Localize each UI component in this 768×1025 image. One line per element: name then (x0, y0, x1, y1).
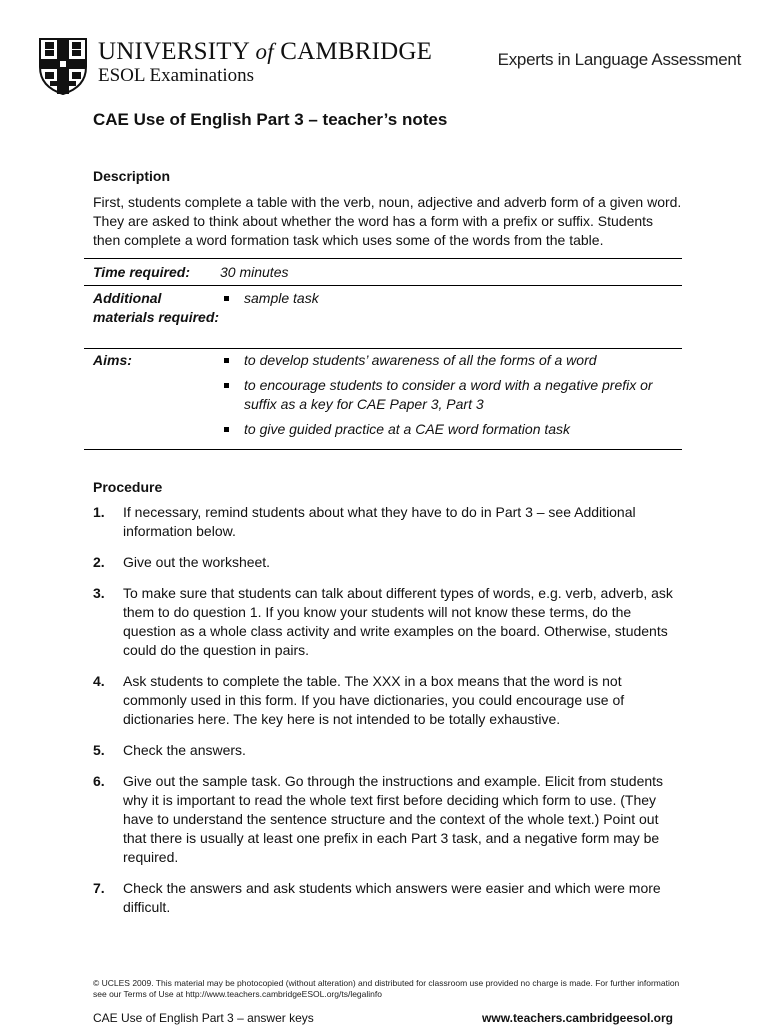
list-item: sample task (220, 289, 682, 308)
page-header (0, 0, 768, 100)
step-text: Check the answers. (123, 742, 246, 758)
procedure-heading: Procedure (93, 479, 163, 495)
aims-list (220, 351, 682, 439)
description-text: First, students complete a table with the verb, noun, adjective and adverb form of a given word. They are asked to think about whether the word has a form with a prefix or suffix. Students then complete a word formation task which uses some of the words from the table. (93, 194, 682, 248)
info-table (84, 258, 682, 450)
step-number: 6. (93, 773, 105, 789)
cambridge-crest-icon (38, 37, 88, 95)
step-number: 3. (93, 585, 105, 601)
materials-list (220, 289, 682, 308)
procedure-steps (93, 503, 683, 929)
list-item: to give guided practice at a CAE word formation task (220, 420, 682, 439)
step-number: 7. (93, 880, 105, 896)
list-item (93, 879, 683, 917)
list-item (93, 503, 683, 541)
list-item (93, 772, 683, 867)
step-number: 1. (93, 504, 105, 520)
time-label: Time required: (93, 264, 190, 280)
list-item (93, 741, 683, 760)
page-title: CAE Use of English Part 3 – teacher’s notes (93, 110, 448, 129)
time-value: 30 minutes (220, 264, 289, 280)
list-item: to develop students’ awareness of all the forms of a word (220, 351, 682, 370)
step-number: 4. (93, 673, 105, 689)
aims-label: Aims: (93, 352, 132, 368)
aims-row (84, 349, 682, 450)
step-text: If necessary, remind students about what they have to do in Part 3 – see Additional information below. (123, 504, 636, 539)
footer-doc-title: CAE Use of English Part 3 – answer keys (93, 1011, 314, 1025)
step-number: 5. (93, 742, 105, 758)
step-text: Give out the worksheet. (123, 554, 271, 570)
university-name: UNIVERSITY of CAMBRIDGE (98, 38, 433, 65)
list-item (93, 672, 683, 729)
step-text: Give out the sample task. Go through the instructions and example. Elicit from students why it is important to read the whole text first before deciding which form to use. (They have to understand the sentence structure and the context of the whole text.) Point out that there is usually at least one prefix in each Part 3 task, and a negative form may be required. (123, 773, 664, 865)
step-number: 2. (93, 554, 105, 570)
tagline: Experts in Language Assessment (497, 50, 741, 69)
list-item (93, 584, 683, 660)
description-heading: Description (93, 168, 171, 184)
step-text: Ask students to complete the table. The XXX in a box means that the word is not commonly used in this form. If you have dictionaries, you could encourage use of dictionaries here. The key here is not intended to be totally exhaustive. (123, 673, 625, 727)
step-text: To make sure that students can talk about different types of words, e.g. verb, adverb, ask them to do question 1. If you know your students will not know these terms, do the question as a whole class activity and write examples on the board. Otherwise, students could do the question in pairs. (123, 585, 673, 658)
list-item: to encourage students to consider a word with a negative prefix or suffix as a key for CAE Paper 3, Part 3 (220, 376, 682, 414)
materials-label: Additional materials required: (93, 290, 220, 325)
materials-row (84, 286, 682, 349)
list-item (93, 553, 683, 572)
time-row (84, 259, 682, 286)
step-text: Check the answers and ask students which answers were easier and which were more difficult. (123, 880, 661, 915)
organisation-subname: ESOL Examinations (98, 65, 255, 86)
copyright-note: © UCLES 2009. This material may be photocopied (without alteration) and distributed for classroom use provided no charge is made. For further information see our Terms of Use at http://www.teachers.cambridgeESOL.org/ts/legalinfo (93, 978, 680, 999)
footer-website-link[interactable]: www.teachers.cambridgeesol.org (482, 1011, 673, 1025)
